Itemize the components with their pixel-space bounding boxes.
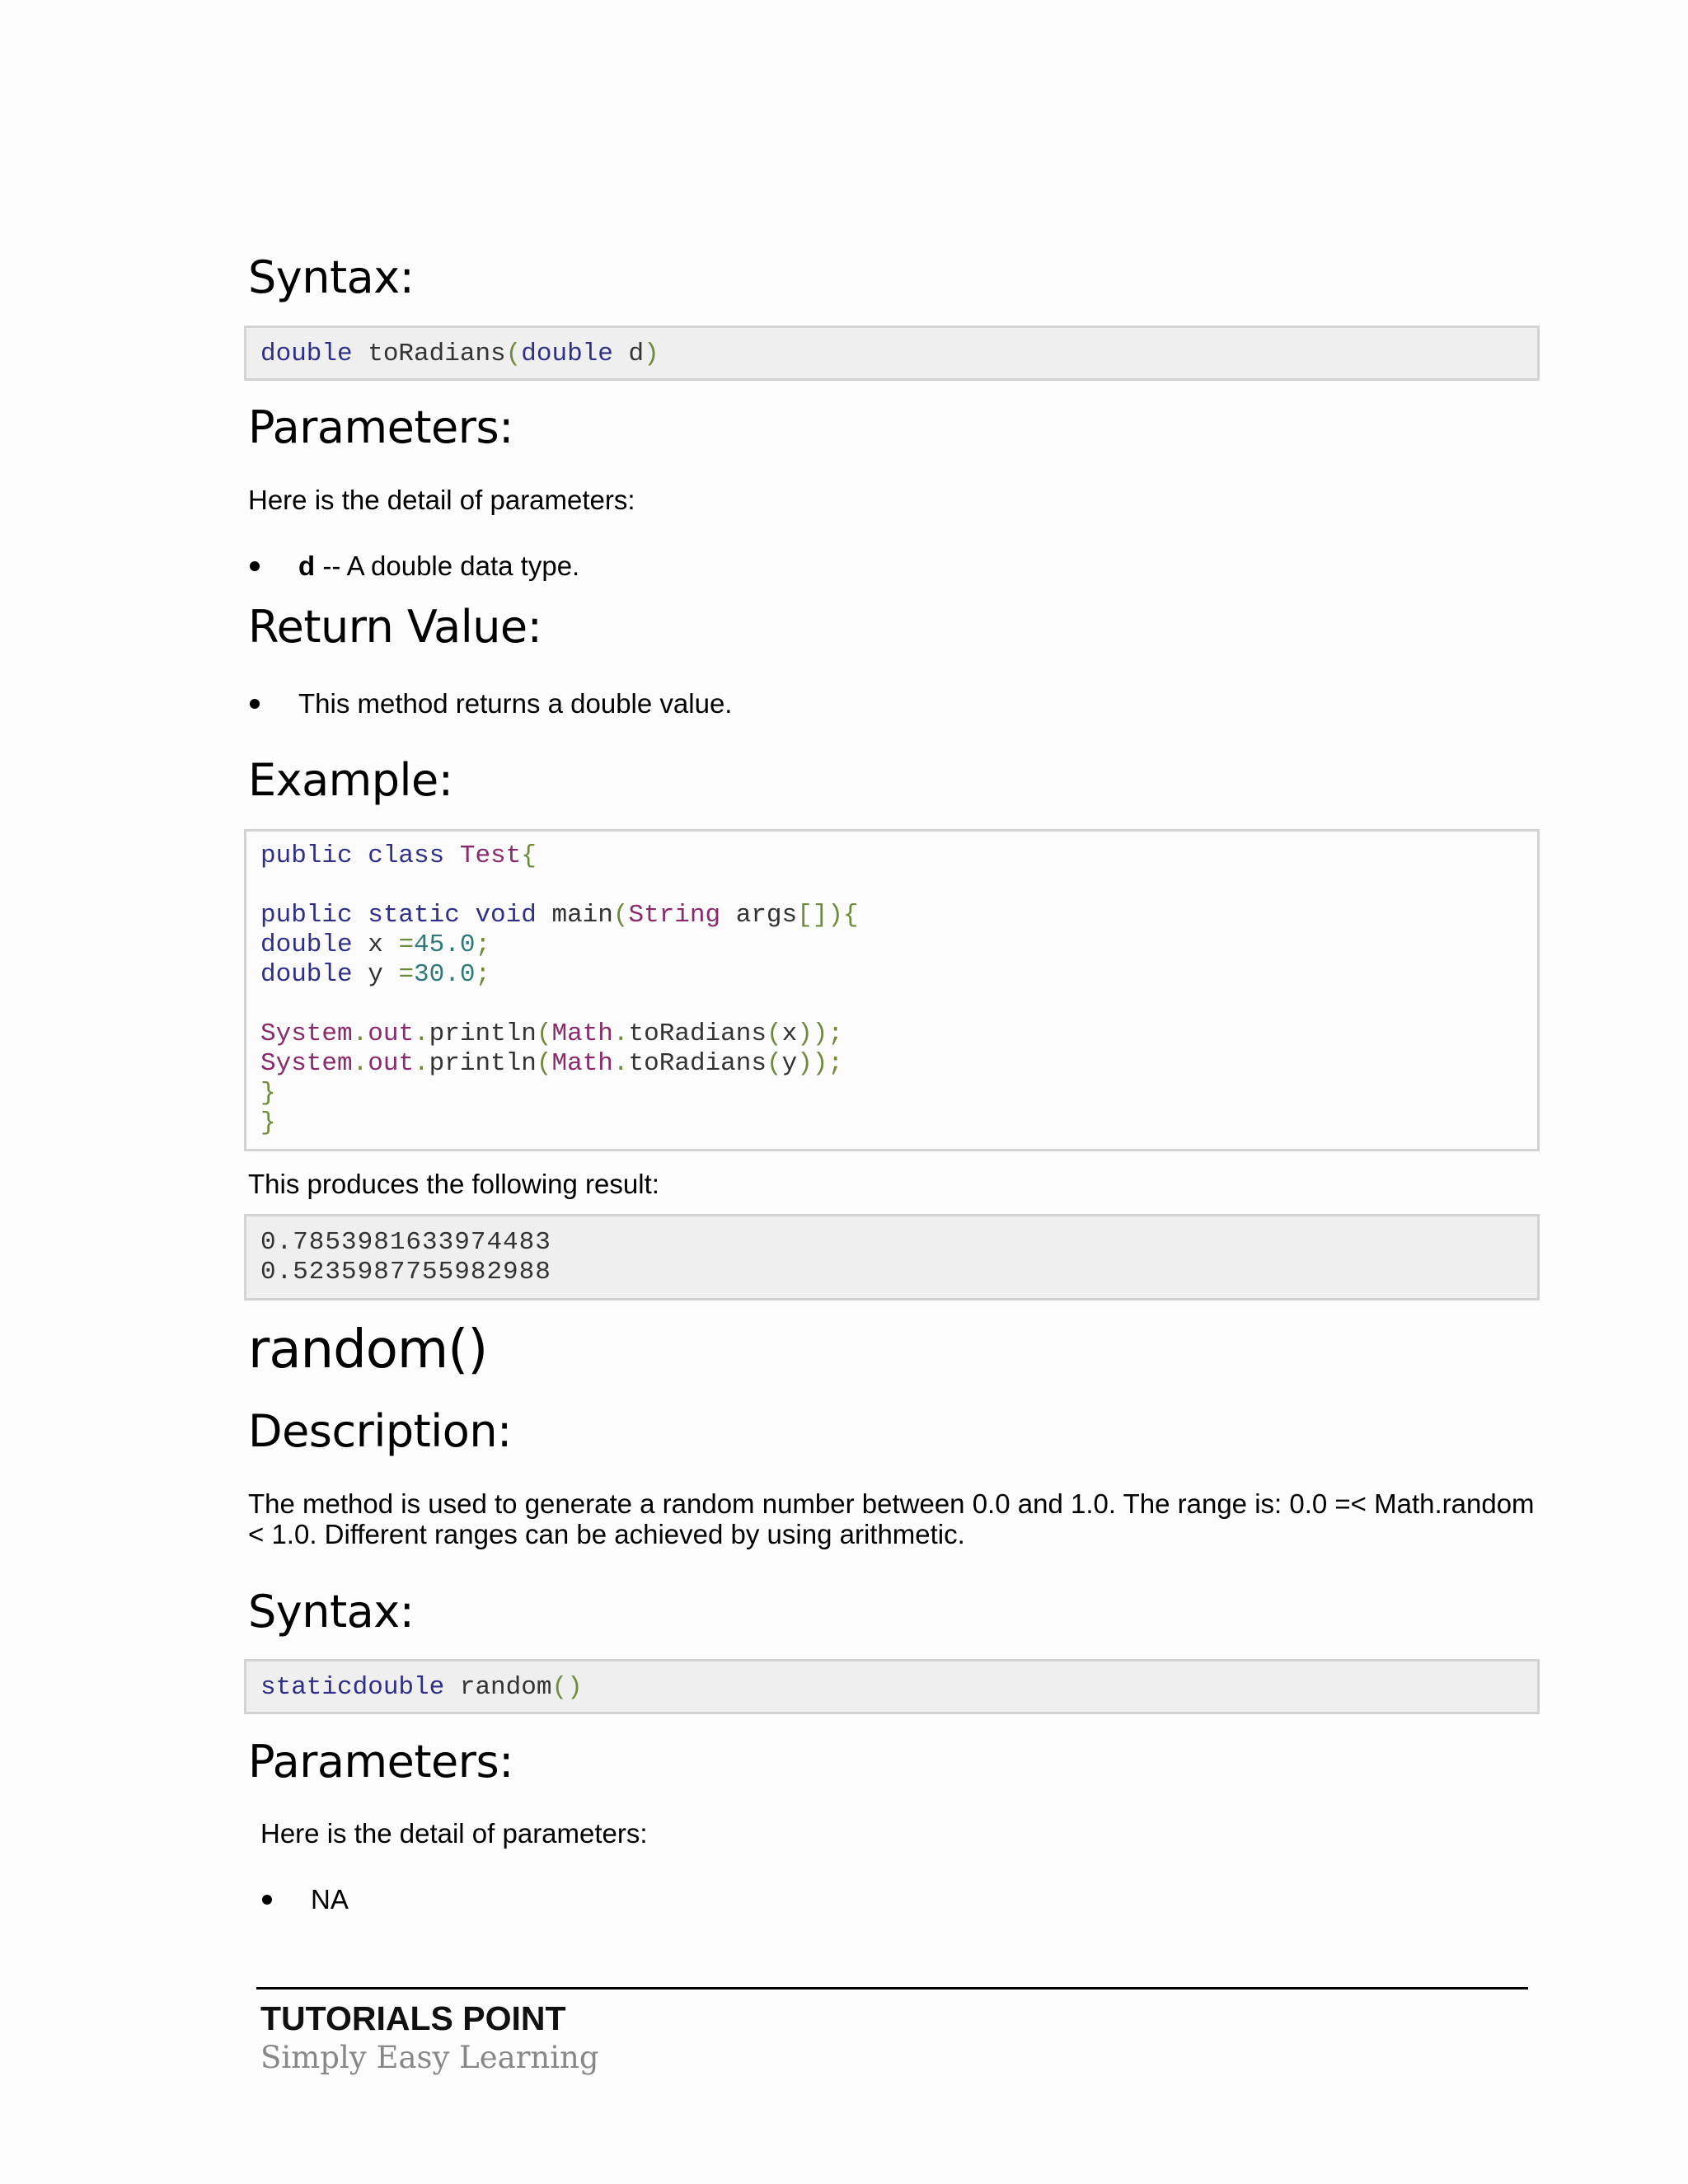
- syntax-code-block-2: [244, 1659, 1540, 1714]
- code-line: double y =30.0;: [260, 960, 491, 989]
- method-title: random(): [248, 1319, 488, 1380]
- example-heading: Example:: [248, 754, 453, 806]
- footer-divider: [256, 1987, 1528, 1990]
- result-intro: This produces the following result:: [248, 1169, 659, 1199]
- output-line: 0.7853981633974483: [260, 1228, 551, 1257]
- code-line: public class Test{: [260, 841, 537, 870]
- syntax-heading: Syntax:: [248, 251, 415, 303]
- code-line: System.out.println(Math.toRadians(y));: [260, 1049, 843, 1078]
- parameters-heading: Parameters:: [248, 401, 513, 453]
- code-line: public static void main(String args[]){: [260, 901, 859, 930]
- return-value-item: This method returns a double value.: [298, 688, 733, 719]
- description-heading: Description:: [248, 1405, 512, 1457]
- footer-brand: TUTORIALS POINT: [260, 1999, 566, 2037]
- parameter-item-2: NA: [311, 1884, 349, 1915]
- description-text: The method is used to generate a random number between 0.0 and 1.0. The range is: 0.0 =< Math.random < 1.0. Different ranges can be achieved by using arithmetic.: [248, 1488, 1535, 1549]
- syntax-heading-2: Syntax:: [248, 1586, 415, 1638]
- bullet-icon: [250, 561, 260, 571]
- syntax-code-line-2: staticdouble random(): [260, 1673, 583, 1702]
- parameter-item: d -- A double data type.: [298, 551, 580, 581]
- code-line: System.out.println(Math.toRadians(x));: [260, 1019, 843, 1048]
- code-line: }: [260, 1079, 276, 1108]
- parameters-heading-2: Parameters:: [248, 1736, 513, 1788]
- parameters-intro-2: Here is the detail of parameters:: [260, 1818, 648, 1849]
- result-output-block: [244, 1214, 1540, 1301]
- return-value-heading: Return Value:: [248, 601, 542, 653]
- result-output: [260, 1228, 551, 1287]
- syntax-code-line: double toRadians(double d): [260, 340, 659, 368]
- syntax-code-block: [244, 326, 1540, 381]
- bullet-icon: [262, 1895, 272, 1905]
- parameters-intro: Here is the detail of parameters:: [248, 485, 635, 515]
- code-line: }: [260, 1108, 276, 1137]
- example-code-block: [244, 829, 1540, 1151]
- code-line: double x =45.0;: [260, 930, 491, 959]
- bullet-icon: [250, 699, 260, 709]
- example-code: [260, 841, 859, 1138]
- output-line: 0.5235987755982988: [260, 1258, 551, 1286]
- footer-tagline: Simply Easy Learning: [260, 2040, 599, 2075]
